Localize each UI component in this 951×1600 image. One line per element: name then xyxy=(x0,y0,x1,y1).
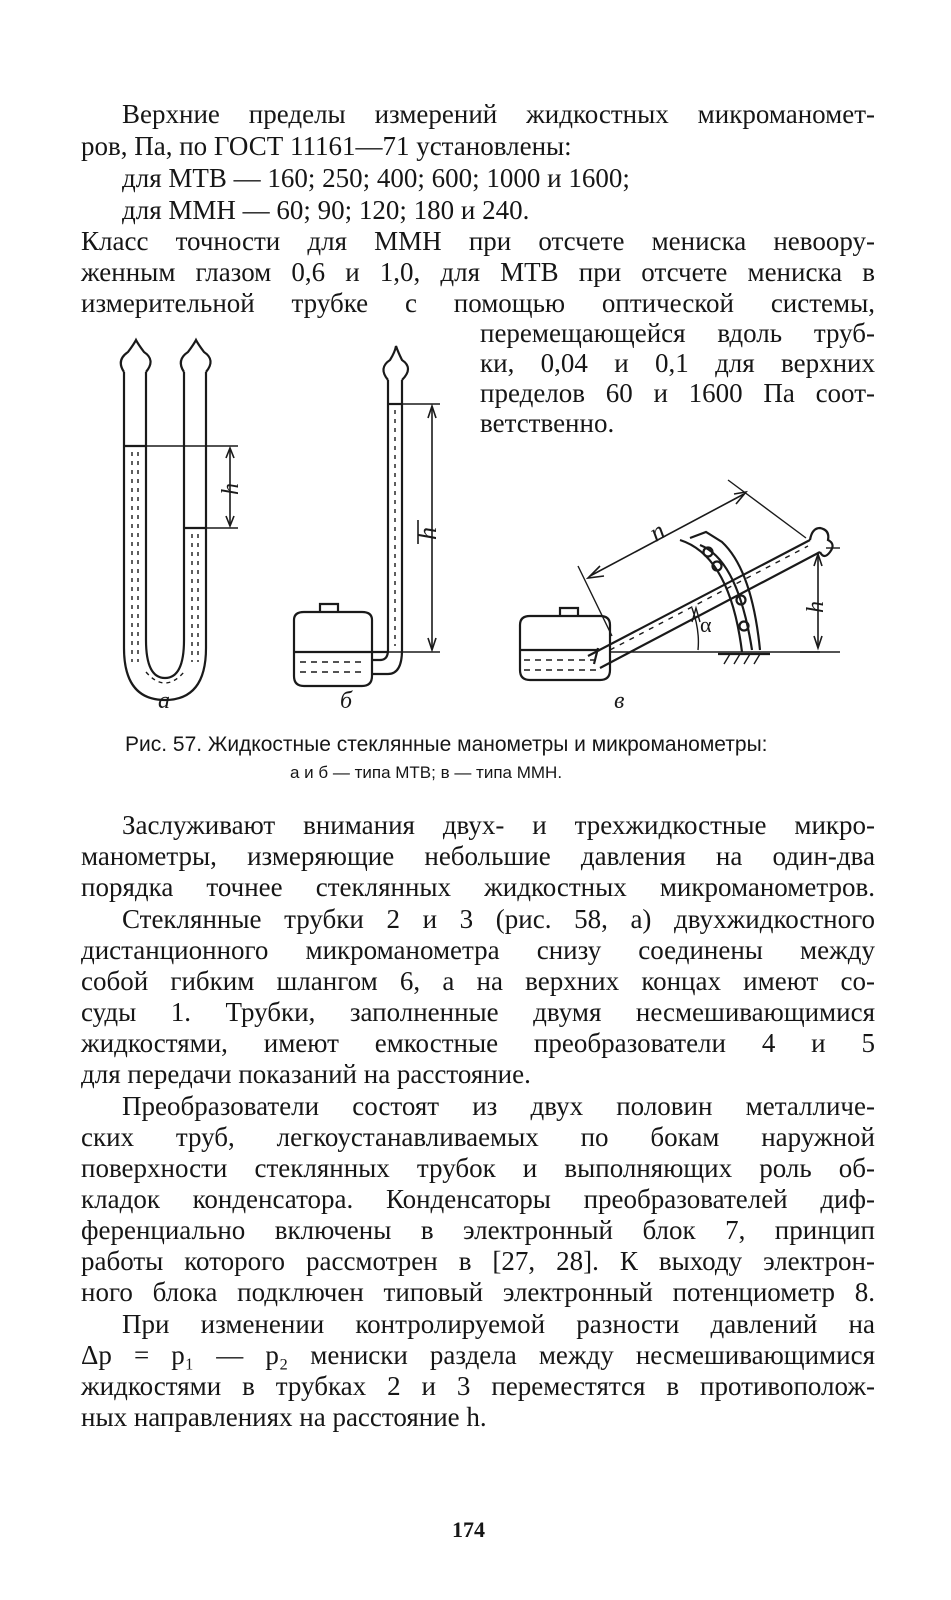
para4-line-1: При изменении контролируемой разности давлений на xyxy=(122,1309,875,1339)
para3-line-4: кладок конденсатора. Конденсаторы преобразователей диф- xyxy=(81,1184,875,1214)
label-v: в xyxy=(614,688,625,714)
para2-line-6: для передачи показаний на расстояние. xyxy=(81,1059,531,1089)
figure-caption-line-1: Рис. 57. Жидкостные стеклянные манометры и микроманометры: xyxy=(125,733,768,756)
accuracy-line-5: ки, 0,04 и 0,1 для верхних xyxy=(480,348,875,378)
u-tube-manometer xyxy=(121,340,238,700)
intro-line-3: для МТВ — 160; 250; 400; 600; 1000 и 1600; xyxy=(122,163,630,193)
para2-line-1: Стеклянные трубки 2 и 3 (рис. 58, а) двухжидкостного xyxy=(122,904,875,934)
accuracy-line-7: ветственно. xyxy=(480,408,615,438)
para3-line-6: работы которого рассмотрен в [27, 28]. К выходу электрон- xyxy=(81,1246,875,1276)
para3-line-7: ного блока подключен типовый электронный потенциометр 8. xyxy=(81,1277,875,1307)
cup-manometer xyxy=(294,346,440,686)
para2-line-3: собой гибким шлангом 6, а на верхних концах имеют со- xyxy=(81,966,875,996)
para4-line-3: жидкостями в трубках 2 и 3 переместятся в противополож- xyxy=(81,1371,875,1401)
h-label-v: h xyxy=(803,601,829,613)
label-b: б xyxy=(340,688,353,714)
para2-line-5: жидкостями, имеют емкостные преобразователи 4 и 5 xyxy=(81,1028,875,1058)
page-number: 174 xyxy=(452,1517,485,1542)
label-a: а xyxy=(158,688,170,714)
para2-line-2: дистанционного микроманометра снизу соединены между xyxy=(81,935,875,965)
para3-line-3: поверхности стеклянных трубок и выполняющих роль об- xyxy=(81,1153,875,1183)
para4-line-2: Δp = p₁ — p₂ мениски раздела между несмешивающимися xyxy=(81,1340,875,1370)
para2-line-4: суды 1. Трубки, заполненные двумя несмешивающимися xyxy=(81,997,875,1027)
para3-line-1: Преобразователи состоят из двух половин металличе- xyxy=(122,1091,875,1121)
alpha-label: α xyxy=(700,612,712,637)
inclined-micromanometer xyxy=(520,480,840,680)
n-label: n xyxy=(644,515,671,548)
h-label-b: h xyxy=(413,527,442,540)
h-label-a: h xyxy=(218,483,244,495)
para1-line-3: порядка точнее стеклянных жидкостных микроманометров. xyxy=(81,872,875,902)
para3-line-5: ференциально включены в электронный блок 7, принцип xyxy=(81,1215,875,1245)
para3-line-2: ских труб, легкоустанавливаемых по бокам наружной xyxy=(81,1122,875,1152)
accuracy-line-4: перемещающейся вдоль труб- xyxy=(480,318,875,348)
accuracy-line-2: женным глазом 0,6 и 1,0, для МТВ при отсчете мениска в xyxy=(81,257,875,287)
accuracy-line-3: измерительной трубке с помощью оптической системы, xyxy=(81,288,875,318)
intro-line-2: ров, Па, по ГОСТ 11161—71 установлены: xyxy=(81,131,572,161)
accuracy-line-6: пределов 60 и 1600 Па соот- xyxy=(480,378,875,408)
figure-caption-line-2: а и б — типа МТВ; в — типа ММН. xyxy=(290,763,563,782)
para4-line-4: ных направлениях на расстояние h. xyxy=(81,1402,487,1432)
para1-line-2: манометры, измеряющие небольшие давления на один-два xyxy=(81,841,875,871)
intro-line-4: для ММН — 60; 90; 120; 180 и 240. xyxy=(122,195,530,225)
intro-line-1: Верхние пределы измерений жидкостных микроманомет- xyxy=(122,99,875,129)
accuracy-line-1: Класс точности для ММН при отсчете мениска невоору- xyxy=(81,226,875,256)
para1-line-1: Заслуживают внимания двух- и трехжидкостные микро- xyxy=(122,810,875,840)
